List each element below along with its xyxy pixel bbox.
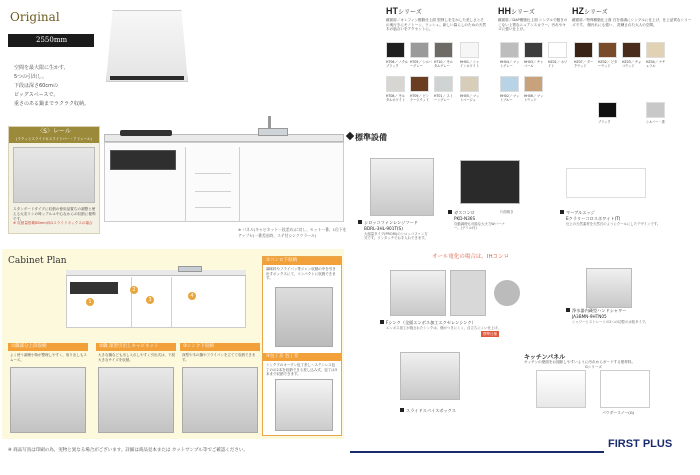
equipment-name: マーブルエッジ [566,210,595,215]
feature-card [96,343,178,437]
kitchen-panel-swatch-label: パウダースノー(G) [602,410,635,415]
tip-photo [275,287,333,347]
plan-oven [70,282,118,294]
feature-heading: ①隅部分上段収納 [8,343,88,351]
square-bullet-icon [448,210,452,214]
swatch-label: HZ07／ ダークウッド [574,60,594,68]
equipment-desc: シャワーとストレートの2つの切替の水栓タイプ。 [572,320,649,324]
faucet-photo [586,268,632,308]
swatch-label: HZ03／ チョコウッド [622,60,642,68]
color-swatch [434,42,453,58]
equipment-model: JA3ВМN-9НТN05 [572,314,607,319]
brand-logo: FIRST PLUS [608,438,673,450]
color-swatch [500,42,519,58]
plan-countertop [66,270,246,276]
tip-text: シンク下のオープン包丁差し〜ステンレス包丁のの2本を収納できる差し込み式、包丁は3本まで収納できます。 [266,363,337,377]
rail-description: スタンダードタイプに収納の使用品置ちの調整と使える大変リシの時ッアルユ中心なからの収納に便利です。 [13,207,96,221]
feature-photo [10,367,86,433]
rail-subtitle: (ラクッとスライド＆スライドバー・アドレール) [16,137,92,141]
color-swatch [548,42,567,58]
series-title-ht [386,6,422,16]
square-bullet-icon [358,220,362,224]
swatch-label: HT09／ ビンテージウッド [410,94,429,102]
feature-text: 深型や木の鍋やフライパンを立てて収納できます。 [182,353,256,362]
swatch-label: ブラック [598,120,611,124]
equipment-label [566,308,676,313]
equipment-desc: 大風量タイプ(PRORI)のシロッコファン方式です。ワンタッチでお手入れできます。 [364,232,428,241]
tip-heading: ③包丁差 包丁差 [263,353,341,361]
range-hood-illustration [106,10,188,82]
sink [258,128,288,136]
series-suffix: シリーズ [584,10,608,16]
swatch-label: HH02／ マットブルー [500,94,520,102]
equipment-desc: 自動調理も可能な大火力Wバーナー。(グリル付) [454,222,505,231]
swatch-label: HT06／ ノクルブラック [386,60,408,68]
series-desc-hh: 鏡面扉／DAP樹脂仕上面 シンプルで飽きのこない上質なニュアンスカラー。汚れやキズに強い仕上げ。 [498,18,568,31]
equipment-label [400,408,500,413]
square-bullet-icon [566,308,570,312]
spice-box-photo [400,352,460,400]
equipment-label [358,220,442,225]
series-desc-ht: 鏡面扉／オレフィン樹脂仕上面 型押しを生かした美しさとその奥行きにモノトーン、ワッシュ。新しい暮らしのための天然木の風合いをアクセントに。 [386,18,486,31]
gas-stove-photo [460,160,520,204]
color-swatch [646,42,665,58]
tip-heading: ①コンロ下収納 [263,257,341,265]
equipment-label [560,210,660,215]
swatch-label: HH03／ チャコール [524,60,544,68]
feature-photo [182,367,258,433]
series-suffix: シリーズ [511,10,535,16]
color-swatch [386,76,405,92]
equipment-model: Eクラリーコロスホワイト(T) [566,216,621,221]
rail-note: ※ 収納量搭載BSmm向Gスライドボックスの場合 [13,221,93,226]
feature-text: 大きな鍋なども出し入れしやすく引出式は、下段大きなサイズを収納。 [98,353,175,362]
kitchen-panel-title: キッチンパネル [524,354,566,361]
footer-note: ※ 商品写真は印刷の為、実物と異なる場合がございます。詳細は商品見本または カットサンプル等でご確認ください。 [8,448,248,453]
standard-equipment-title: 標準設備 [355,133,387,142]
color-swatch [500,76,519,92]
grill-oven [110,150,176,170]
swatch-label: HH06／ マットウッド [524,94,544,102]
equipment-label [448,210,506,215]
series-suffix: シリーズ [398,10,422,16]
rail-text [13,207,97,226]
square-bullet-icon [560,210,564,214]
swatch-label: HZ04／ ナチュラル [646,60,666,68]
cooktop [120,130,172,136]
color-swatch [434,76,453,92]
kitchen-caption: ※ パネル(キャビネット一段差め)に対し、セット一番、1位下をアップセ(一番差出時、ステ付シンクウラール) [238,227,347,238]
rail-title: 〈S〉レール [9,127,99,143]
swatch-label: HZ01／ ホワイト [548,60,568,68]
standard-badge: 標準仕様 [483,332,497,336]
color-swatch [622,42,641,58]
color-swatch [598,102,617,118]
range-hood-photo [370,158,434,216]
equipment-name: スライドスパイスボックス [406,408,456,413]
series-code: HZ [572,6,584,16]
drawer-line [195,207,231,208]
feature-card [180,343,262,437]
equipment-model: PKD-N36S [454,216,476,221]
drawer-line [195,173,231,174]
door-divider [131,277,132,327]
color-swatch [524,76,543,92]
feature-card [8,343,90,437]
equipment-desc: 仕上の天然素材を天然石のようにクールにしたデザインです。 [566,222,661,226]
door-divider [171,277,172,327]
brand-line [350,451,604,453]
equipment-name: Fシンク（全面エンボス加工エクセレンシンク） [386,320,476,325]
tip-text: 調味料やフライパン等ジャン収納の中を引き出すボックスにて、コンパクトに収納できます。 [266,267,336,281]
plan-sink [178,266,202,272]
feature-heading: ③シンク下収納 [180,343,260,351]
swatch-label: HH01／ シャインホワイト [460,60,480,68]
color-swatch [646,102,665,118]
swatch-label: HH04／ マットグレー [500,60,520,68]
tip-photo [275,379,333,431]
diamond-bullet-icon [346,132,354,140]
rail-photo [13,147,95,203]
sink-photo [390,270,446,316]
intro-line: 5つの引出し。 [14,74,48,80]
series-code: HT [386,6,398,16]
square-bullet-icon [380,320,384,324]
range-hood-strip [110,76,184,80]
sink-texture-photo [450,270,486,316]
kitchen-panel-series: Gシリーズ [585,365,602,369]
equipment-name: ガスコンロ [454,210,475,215]
swatch-label: HH05／ マットベージュ [460,94,480,102]
intro-line: 重さのある鍋までラクラク収納。 [14,101,90,107]
drain-photo [494,280,520,306]
gas-note: オール電化の場合は、IHコンロ [432,254,510,260]
door-divider [185,147,186,221]
feature-photo [98,367,174,433]
swatch-label: シルバー・茶 [646,120,665,124]
color-swatch [386,42,405,58]
storage-tip-box [262,256,342,436]
equipment-name: 浄水器内蔵型ハンドシャワー [572,308,627,313]
color-swatch [410,76,429,92]
square-bullet-icon [400,408,404,412]
swatch-label: HT01／ ストーングレー [434,94,453,102]
equipment-name: シロッコファンレンジフード [364,220,418,225]
intro-text [14,64,106,109]
equipment-desc: エンボス加工が施されたシンクは、傷がつきにくく、目立ちにくい仕上げ。 [386,326,501,330]
intro-line: 下段は深さ60cmの [14,83,58,89]
cabinet-plan-title: Cabinet Plan [8,256,67,266]
door-divider [239,147,240,221]
rail-feature-box [8,126,100,234]
plan-marker-1: 1 [86,298,94,306]
feature-text: よく使う調理小物が整理しやすく、取り出しもスムーズ。 [10,353,87,362]
color-swatch [460,76,479,92]
plan-marker-4: 4 [188,292,196,300]
series-title-hh [498,6,535,16]
drawer-line [195,191,231,192]
equipment-label [380,320,510,325]
swatch-label: HT10／ モルタルグレー [434,60,453,68]
swatch-label: HT08／ モルタルホワイト [386,94,406,102]
intro-line: ビッグスペースで、 [14,92,59,98]
color-swatch [410,42,429,58]
series-title-hz [572,6,608,16]
color-swatch [598,42,617,58]
color-swatch [460,42,479,58]
plan-marker-3: 3 [146,296,154,304]
plan-marker-2: 2 [130,286,138,294]
color-swatch [574,42,593,58]
intro-line: 空間を最大限に生かす、 [14,65,69,71]
feature-heading: ②隅 深型引出しキャビネット [96,343,176,351]
kitchen-panel-swatch [600,370,650,408]
equipment-extra: 片面焼き [500,210,514,214]
series-desc-hz: 鏡面扉／特殊樹脂仕上面 白を基調にシンプルに仕上げ、仕上品質なシリーズです。 傷汚れにも強い、 洗練された大人の空間。 [572,18,692,27]
equipment-model: BDRL-3HL-901T(S) [364,226,403,231]
size-badge: 2550mm [8,34,94,47]
swatch-label: HZ02／ ビターウッド [598,60,618,68]
series-code: HH [498,6,511,16]
marble-edge-photo [566,168,646,198]
kitchen-panel-desc: キッチンの壁面をお掃除しやすいように汚れからガードする壁材料。 [524,360,636,364]
swatch-label: HT05／ シルバーグレー [410,60,432,68]
kitchen-panel-photo [536,370,586,408]
page-title: Original [10,10,60,24]
color-swatch [524,42,543,58]
